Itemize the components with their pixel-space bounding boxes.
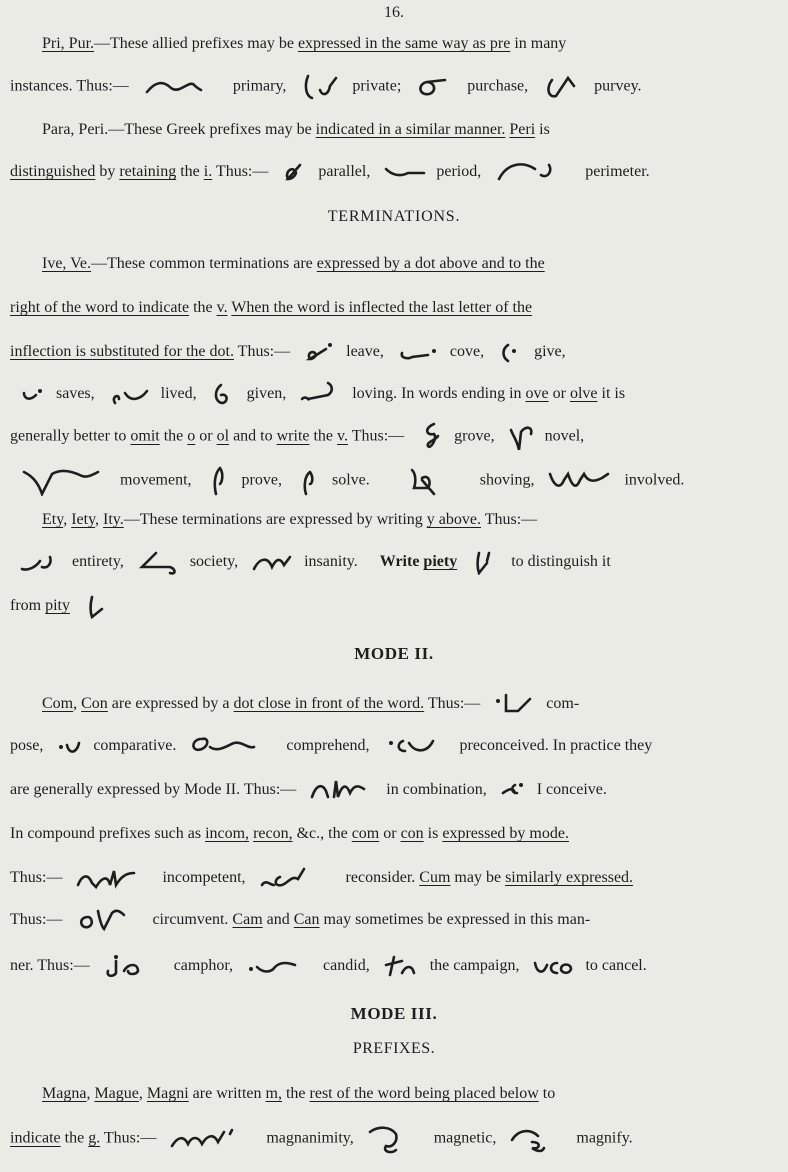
emphasis: retaining: [119, 163, 177, 180]
example-word: candid,: [323, 957, 370, 974]
emphasis: m,: [265, 1085, 282, 1102]
emphasis: i.: [203, 163, 213, 180]
example-word: entirety,: [72, 553, 124, 570]
shorthand-outline-icon: [493, 159, 577, 185]
section-heading: TERMINATIONS.: [327, 208, 461, 225]
example-word: the campaign,: [429, 957, 520, 974]
example-word: primary,: [232, 77, 287, 95]
example-word: prove,: [241, 471, 282, 489]
emphasis: omit: [130, 427, 160, 445]
text: Thus:—: [424, 695, 481, 712]
term: Ity.: [103, 511, 124, 528]
shorthand-outline-icon: [546, 468, 616, 494]
text-line: [10, 864, 778, 892]
example-word: given,: [246, 385, 287, 402]
example-word: period,: [436, 163, 482, 180]
text: Write: [379, 553, 424, 570]
text-line: [10, 422, 778, 450]
shorthand-outline-icon: [366, 1124, 426, 1154]
text: or: [195, 427, 217, 445]
shorthand-outline-icon: [18, 381, 48, 407]
text: by: [95, 163, 120, 180]
text: —These Greek prefixes may be: [108, 121, 316, 138]
example-word: magnanimity,: [266, 1129, 354, 1147]
shorthand-outline-icon: [204, 466, 234, 496]
example-word: movement,: [120, 471, 192, 489]
text: Thus:—: [100, 1129, 157, 1147]
text: the: [189, 299, 217, 316]
shorthand-outline-icon: [381, 733, 451, 759]
text-line: [10, 338, 778, 366]
emphasis: olve: [569, 385, 598, 402]
shorthand-outline-icon: [298, 72, 344, 100]
shorthand-outline-icon: [107, 381, 153, 407]
emphasis: com: [351, 825, 380, 842]
shorthand-outline-icon: [531, 953, 577, 979]
text: Thus:—: [33, 957, 90, 974]
text: it is: [597, 385, 626, 402]
example-word: reconsider.: [345, 869, 416, 886]
shorthand-outline-icon: [74, 907, 144, 933]
emphasis: ol: [216, 427, 230, 445]
emphasis: incom,: [205, 825, 250, 842]
term: Iety: [71, 511, 96, 528]
shorthand-outline-icon: [499, 777, 529, 803]
term: Mague: [94, 1085, 139, 1102]
text-line: [10, 906, 778, 934]
emphasis: similarly expressed.: [505, 869, 634, 886]
example-word: preconceived.: [459, 737, 549, 754]
text-line: [10, 380, 778, 408]
shorthand-outline-icon: [188, 733, 278, 759]
text: Thus:—: [348, 427, 405, 445]
example-word: saves,: [56, 385, 95, 402]
text-line: Com, Con are expressed by a dot close in front of the word. Thus:— com-: [42, 690, 778, 718]
emphasis: con: [400, 825, 424, 842]
term: Con: [81, 695, 108, 712]
example-word: I conceive.: [536, 781, 607, 798]
term: Magna: [42, 1085, 87, 1102]
emphasis: expressed in the same way as pre: [297, 35, 511, 52]
example-word: shoving,: [479, 471, 535, 489]
term: Cum: [419, 869, 451, 886]
text-line: [10, 776, 778, 804]
shorthand-outline-icon: [18, 549, 64, 575]
shorthand-outline-icon: [55, 733, 85, 759]
emphasis: dot close in front of the word.: [233, 695, 425, 712]
text: the: [176, 163, 204, 180]
shorthand-outline-icon: [294, 466, 324, 496]
shorthand-outline-icon: [74, 865, 154, 891]
shorthand-outline-icon: [507, 422, 537, 450]
text: &c., the: [292, 825, 352, 842]
emphasis: pity: [45, 597, 70, 614]
shorthand-outline-icon: [469, 549, 499, 575]
text: generally better to: [10, 427, 131, 445]
emphasis: y above.: [426, 511, 481, 528]
text: or: [548, 385, 570, 402]
emphasis: expressed by mode.: [442, 825, 569, 842]
example-word: insanity.: [304, 553, 358, 570]
section-heading: MODE II.: [354, 644, 434, 663]
text-line: [10, 158, 778, 186]
example-word: leave,: [346, 343, 384, 360]
emphasis: ove: [525, 385, 549, 402]
shorthand-outline-icon: [245, 953, 315, 979]
shorthand-outline-icon: [396, 339, 442, 365]
emphasis: rest of the word being placed below: [309, 1085, 539, 1102]
text: is: [423, 825, 443, 842]
shorthand-outline-icon: [102, 953, 166, 979]
shorthand-outline-icon: [382, 159, 428, 185]
emphasis: v.: [216, 299, 228, 316]
text: the: [309, 427, 338, 445]
shorthand-outline-icon: [382, 953, 422, 979]
shorthand-outline-icon: [492, 691, 538, 717]
emphasis: expressed by a dot above and to the: [316, 255, 545, 272]
example-word: magnify.: [576, 1129, 633, 1147]
emphasis: distinguished: [10, 163, 96, 180]
text: Thus:—: [233, 343, 291, 360]
text: to: [538, 1085, 556, 1102]
emphasis: recon,: [253, 825, 293, 842]
text-line: [10, 952, 778, 980]
text: may be: [450, 869, 506, 886]
text-line: [42, 30, 778, 58]
shorthand-outline-icon: [302, 339, 338, 365]
text-line: [10, 820, 778, 848]
example-word: parallel,: [318, 163, 371, 180]
text-line: [42, 250, 778, 278]
text: Thus:—: [10, 911, 63, 928]
text-line: [10, 592, 778, 620]
term: Pri, Pur.: [42, 35, 95, 52]
emphasis: When the word is inflected the last letter of the: [231, 299, 533, 316]
example-word: to cancel.: [585, 957, 647, 974]
example-word: lived,: [160, 385, 197, 402]
emphasis: o: [187, 427, 196, 445]
example-word: magnetic,: [433, 1129, 497, 1147]
example-word: solve.: [331, 471, 370, 489]
text: instances. Thus:—: [10, 77, 129, 95]
example-word: pose,: [10, 737, 44, 754]
section-heading: MODE III.: [350, 1004, 438, 1023]
text: and to: [229, 427, 277, 445]
text: —These terminations are expressed by writing: [123, 511, 427, 528]
shorthand-outline-icon: [168, 1126, 258, 1152]
emphasis: piety: [423, 553, 458, 570]
text: ner.: [10, 957, 34, 974]
text: in many: [510, 35, 567, 52]
emphasis: write: [276, 427, 310, 445]
text: or: [379, 825, 401, 842]
shorthand-outline-icon: [136, 549, 182, 575]
text-line: [10, 72, 778, 100]
text: Thus:—: [10, 869, 63, 886]
emphasis: v.: [337, 427, 348, 445]
example-word: private;: [352, 77, 402, 95]
page-number: 16.: [384, 4, 404, 21]
term: Com: [42, 695, 74, 712]
text: the: [159, 427, 188, 445]
example-word: circumvent.: [152, 911, 229, 928]
text: In compound prefixes such as: [10, 825, 206, 842]
shorthand-outline-icon: [298, 381, 344, 407]
text: —These allied prefixes may be: [94, 35, 298, 52]
emphasis: indicated in a similar manner.: [315, 121, 506, 138]
text: In words ending in: [401, 385, 526, 402]
text: from: [10, 597, 46, 614]
emphasis: g.: [88, 1129, 101, 1147]
text-line: Magna, Mague, Magni are written m, the rest of the word being placed below to: [42, 1085, 556, 1102]
text: are written: [188, 1085, 266, 1102]
text-line: [10, 466, 778, 500]
text: the: [281, 1085, 310, 1102]
example-word: perimeter.: [585, 163, 650, 180]
shorthand-outline-icon: [413, 74, 459, 100]
text: and: [262, 911, 294, 928]
text-line: [10, 1124, 778, 1158]
text: the: [60, 1129, 89, 1147]
shorthand-outline-icon: [416, 422, 446, 450]
example-word: purchase,: [467, 77, 529, 95]
shorthand-outline-icon: [508, 1124, 568, 1154]
term: Ety: [42, 511, 64, 528]
example-word: comparative.: [93, 737, 177, 754]
emphasis: inflection is substituted for the dot.: [10, 343, 234, 360]
text-line: [10, 732, 778, 760]
shorthand-outline-icon: [18, 466, 112, 496]
term: Magni: [146, 1085, 189, 1102]
example-word: com-: [546, 695, 580, 712]
text: is: [535, 121, 550, 138]
text: may sometimes be expressed in this man-: [319, 911, 591, 928]
term: Ive, Ve.: [42, 255, 92, 272]
term: Can: [293, 911, 320, 928]
text: —These common terminations are: [91, 255, 317, 272]
example-word: loving.: [352, 385, 398, 402]
text: are expressed by a: [107, 695, 234, 712]
example-word: cove,: [449, 343, 485, 360]
term: Para, Peri.: [42, 121, 109, 138]
shorthand-outline-icon: [209, 381, 239, 407]
text-line: [42, 116, 778, 144]
emphasis: indicate: [10, 1129, 61, 1147]
text-line: [10, 548, 778, 576]
text: are generally expressed by Mode II. Thus:—: [10, 781, 297, 798]
example-word: grove,: [454, 427, 495, 445]
example-word: camphor,: [173, 957, 234, 974]
example-word: society,: [189, 553, 239, 570]
example-word: in combination,: [386, 781, 487, 798]
text: to distinguish it: [507, 553, 611, 570]
section-subheading: PREFIXES.: [352, 1040, 436, 1057]
example-word: novel,: [544, 427, 585, 445]
text-line: Ety, Iety, Ity.—These terminations are expressed by writing y above. Thus:—: [42, 511, 538, 528]
text-line: [10, 294, 778, 322]
shorthand-outline-icon: [540, 72, 586, 100]
example-word: comprehend,: [286, 737, 370, 754]
example-word: give,: [534, 343, 566, 360]
shorthand-outline-icon: [82, 593, 112, 619]
shorthand-outline-icon: [280, 159, 310, 185]
text: Thus:—: [481, 511, 538, 528]
shorthand-outline-icon: [308, 777, 378, 803]
text: In practice they: [548, 737, 653, 754]
shorthand-outline-icon: [258, 865, 338, 891]
shorthand-outline-icon: [404, 466, 450, 496]
shorthand-outline-icon: [496, 339, 526, 365]
shorthand-outline-icon: [250, 549, 296, 575]
example-word: involved.: [624, 471, 685, 489]
example-word: purvey.: [594, 77, 642, 95]
example-word: incompetent,: [162, 869, 246, 886]
term: Cam: [232, 911, 263, 928]
text: Thus:—: [212, 163, 269, 180]
emphasis: right of the word to indicate: [10, 299, 190, 316]
term: Peri: [509, 121, 536, 138]
shorthand-outline-icon: [141, 74, 225, 100]
